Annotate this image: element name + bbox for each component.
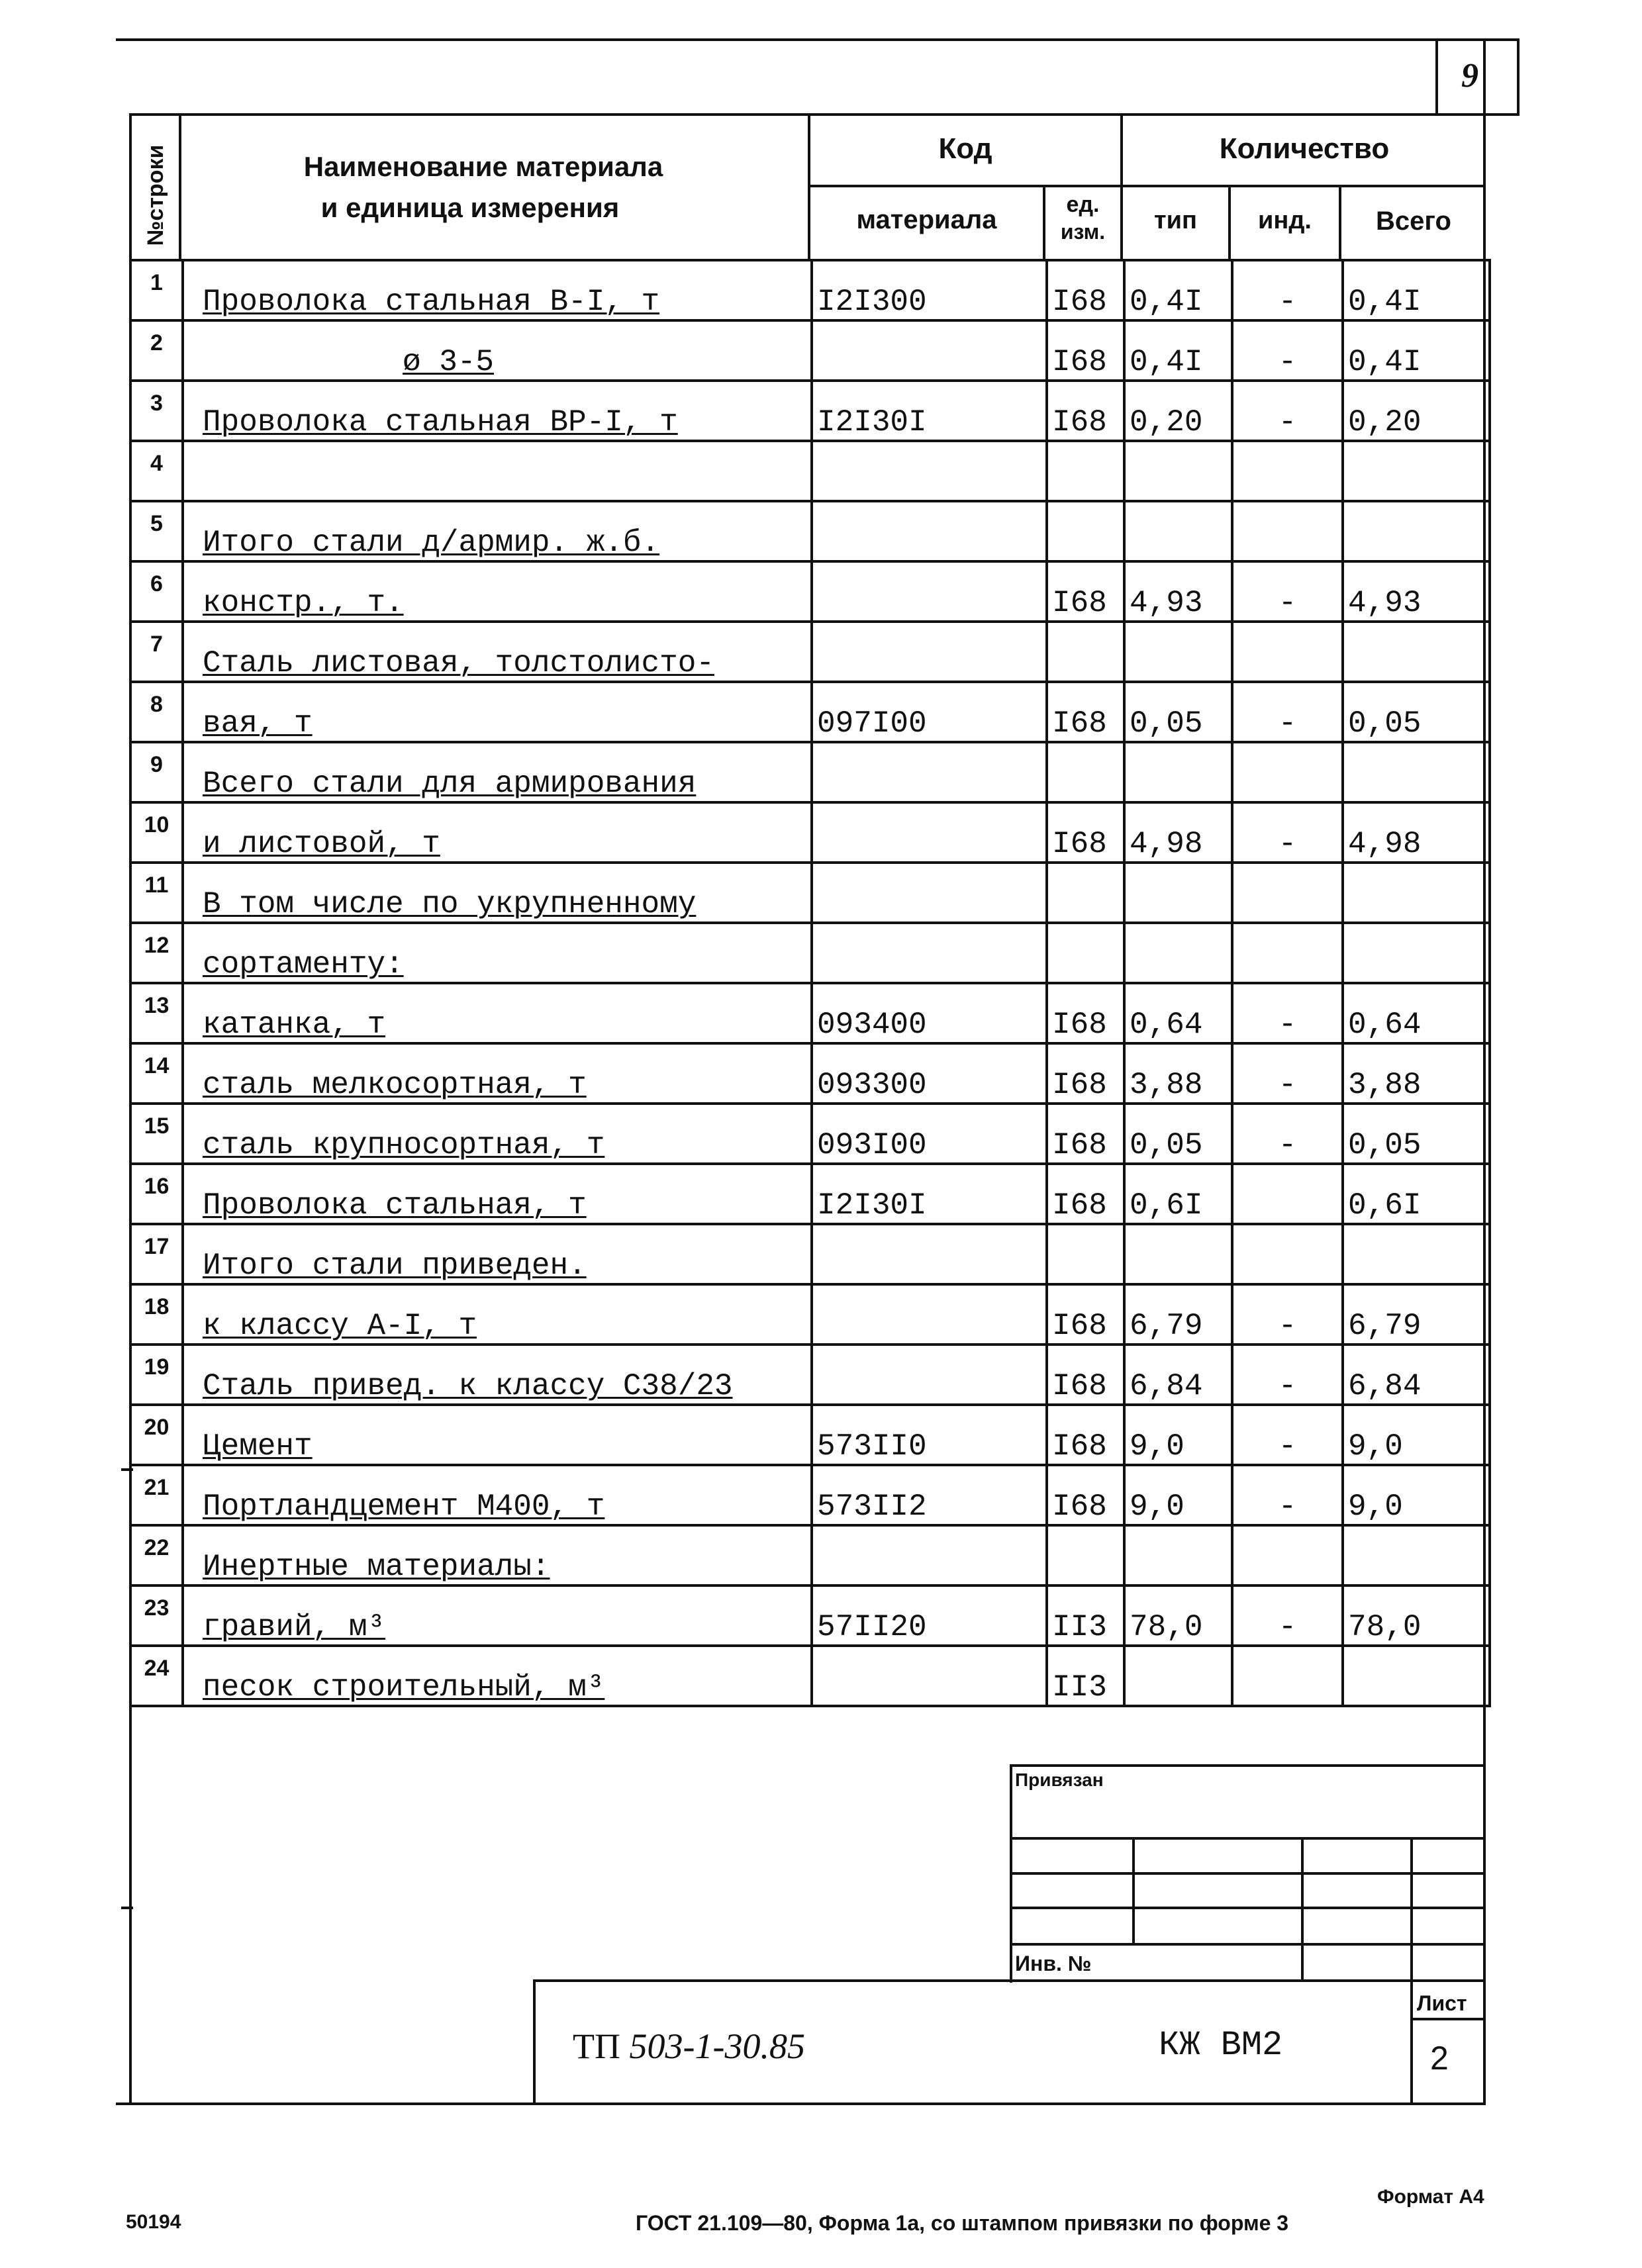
header-qty-ind: инд.: [1258, 207, 1312, 234]
page-number: 9: [1461, 57, 1478, 95]
qty-type: 0,64: [1124, 983, 1232, 1043]
material-code: [812, 1224, 1047, 1284]
material-name: Сталь привед. к классу С38/23: [183, 1345, 812, 1405]
table-body: [130, 260, 1490, 1706]
material-name: Проволока стальная ВР-I, т: [183, 381, 812, 441]
qty-type: 4,93: [1124, 561, 1232, 622]
header-qty-group: Количество: [1219, 132, 1390, 165]
unit-code: [1047, 742, 1124, 802]
qty-total: 0,4I: [1343, 320, 1490, 381]
unit-code: [1047, 1525, 1124, 1585]
header-qty-type: тип: [1154, 207, 1197, 234]
qty-total: [1343, 1224, 1490, 1284]
unit-code: I68: [1047, 983, 1124, 1043]
table-row: [130, 320, 1490, 381]
qty-total: 4,98: [1343, 802, 1490, 863]
qty-ind: -: [1232, 320, 1343, 381]
material-code: [812, 742, 1047, 802]
row-number: 19: [130, 1345, 183, 1405]
material-name: Сталь листовая, толстолисто-: [183, 622, 812, 682]
table-row: [130, 441, 1490, 501]
top-frame-line: [116, 38, 1520, 41]
qty-type: [1124, 863, 1232, 923]
row-number: 13: [130, 983, 183, 1043]
row-number: 15: [130, 1104, 183, 1164]
material-name: катанка, т: [183, 983, 812, 1043]
unit-code: I68: [1047, 320, 1124, 381]
row-number: 8: [130, 682, 183, 742]
qty-type: 0,4I: [1124, 320, 1232, 381]
qty-total: 9,0: [1343, 1465, 1490, 1525]
row-number: 17: [130, 1224, 183, 1284]
qty-total: 0,4I: [1343, 260, 1490, 320]
qty-type: [1124, 742, 1232, 802]
qty-ind: -: [1232, 802, 1343, 863]
qty-total: 0,05: [1343, 1104, 1490, 1164]
qty-ind: [1232, 622, 1343, 682]
material-code: [812, 1284, 1047, 1345]
qty-ind: -: [1232, 260, 1343, 320]
qty-total: [1343, 1525, 1490, 1585]
material-name: сталь крупносортная, т: [183, 1104, 812, 1164]
table-row: [130, 802, 1490, 863]
material-name: к классу А-I, т: [183, 1284, 812, 1345]
header-unit-line2: изм.: [1060, 220, 1106, 244]
material-code: [812, 863, 1047, 923]
material-code: [812, 1646, 1047, 1706]
material-code: 093400: [812, 983, 1047, 1043]
qty-ind: -: [1232, 1465, 1343, 1525]
unit-code: [1047, 441, 1124, 501]
table-row: [130, 863, 1490, 923]
table-row: [130, 561, 1490, 622]
archive-number: 50194: [126, 2211, 181, 2233]
material-code: 093I00: [812, 1104, 1047, 1164]
unit-code: I68: [1047, 1164, 1124, 1224]
qty-type: 0,6I: [1124, 1164, 1232, 1224]
qty-ind: -: [1232, 1585, 1343, 1646]
row-number: 4: [130, 441, 183, 501]
qty-ind: [1232, 863, 1343, 923]
material-code: I2I30I: [812, 381, 1047, 441]
table-row: [130, 622, 1490, 682]
table-row: [130, 742, 1490, 802]
qty-type: 78,0: [1124, 1585, 1232, 1646]
qty-ind: -: [1232, 1345, 1343, 1405]
unit-code: I68: [1047, 682, 1124, 742]
header-name-line2: и единица измерения: [320, 192, 620, 223]
qty-total: 4,93: [1343, 561, 1490, 622]
row-number: 11: [130, 863, 183, 923]
material-code: [812, 1345, 1047, 1405]
qty-total: 6,84: [1343, 1345, 1490, 1405]
qty-ind: [1232, 441, 1343, 501]
table-row: [130, 1164, 1490, 1224]
qty-type: 4,98: [1124, 802, 1232, 863]
unit-code: I68: [1047, 1043, 1124, 1104]
sheet-number: 2: [1430, 2040, 1449, 2077]
qty-ind: -: [1232, 1405, 1343, 1465]
qty-ind: -: [1232, 1043, 1343, 1104]
material-code: 573II0: [812, 1405, 1047, 1465]
material-code: I2I300: [812, 260, 1047, 320]
qty-total: 9,0: [1343, 1405, 1490, 1465]
qty-type: 6,79: [1124, 1284, 1232, 1345]
row-number: 21: [130, 1465, 183, 1525]
qty-type: [1124, 501, 1232, 561]
bound-label: Привязан: [1015, 1770, 1104, 1790]
material-name: Цемент: [183, 1405, 812, 1465]
table-row: [130, 682, 1490, 742]
material-code: [812, 802, 1047, 863]
qty-ind: -: [1232, 983, 1343, 1043]
row-number: 24: [130, 1646, 183, 1706]
qty-type: [1124, 1646, 1232, 1706]
qty-type: 9,0: [1124, 1405, 1232, 1465]
material-name: Итого стали приведен.: [183, 1224, 812, 1284]
row-number: 16: [130, 1164, 183, 1224]
qty-total: [1343, 441, 1490, 501]
material-name: [183, 441, 812, 501]
materials-table: [129, 259, 1491, 1707]
qty-ind: [1232, 923, 1343, 983]
material-code: [812, 441, 1047, 501]
row-number: 5: [130, 501, 183, 561]
material-code: [812, 622, 1047, 682]
qty-type: 9,0: [1124, 1465, 1232, 1525]
qty-total: 78,0: [1343, 1585, 1490, 1646]
qty-total: 0,64: [1343, 983, 1490, 1043]
unit-code: [1047, 501, 1124, 561]
qty-type: [1124, 1224, 1232, 1284]
unit-code: I68: [1047, 802, 1124, 863]
doc-code-number: 503-1-30.85: [629, 2026, 805, 2066]
qty-ind: [1232, 1646, 1343, 1706]
material-name: Итого стали д/армир. ж.б.: [183, 501, 812, 561]
table-row: [130, 501, 1490, 561]
table-row: [130, 1284, 1490, 1345]
row-number: 18: [130, 1284, 183, 1345]
unit-code: I68: [1047, 1104, 1124, 1164]
page-number-box-right: [1517, 38, 1520, 116]
qty-ind: -: [1232, 381, 1343, 441]
table-row: [130, 260, 1490, 320]
qty-total: [1343, 501, 1490, 561]
unit-code: I68: [1047, 1284, 1124, 1345]
material-name: песок строительный, м³: [183, 1646, 812, 1706]
doc-code-prefix: ТП: [573, 2026, 620, 2066]
table-row: [130, 1043, 1490, 1104]
table-row: [130, 1104, 1490, 1164]
unit-code: [1047, 1224, 1124, 1284]
material-name: Проволока стальная В-I, т: [183, 260, 812, 320]
header-unit-line1: ед.: [1066, 192, 1100, 217]
unit-code: [1047, 923, 1124, 983]
material-code: [812, 561, 1047, 622]
table-row: [130, 1525, 1490, 1585]
row-number: 2: [130, 320, 183, 381]
qty-total: 6,79: [1343, 1284, 1490, 1345]
qty-type: 6,84: [1124, 1345, 1232, 1405]
qty-type: [1124, 622, 1232, 682]
qty-ind: -: [1232, 561, 1343, 622]
material-name: констр., т.: [183, 561, 812, 622]
material-name: Всего стали для армирования: [183, 742, 812, 802]
page-number-box-left: [1435, 38, 1438, 116]
material-code: [812, 1525, 1047, 1585]
material-name: Портландцемент М400, т: [183, 1465, 812, 1525]
qty-type: [1124, 923, 1232, 983]
table-row: [130, 923, 1490, 983]
material-name: сортаменту:: [183, 923, 812, 983]
material-name: В том числе по укрупненному: [183, 863, 812, 923]
qty-type: [1124, 1525, 1232, 1585]
table-row: [130, 381, 1490, 441]
qty-ind: [1232, 501, 1343, 561]
unit-code: II3: [1047, 1646, 1124, 1706]
qty-type: 0,05: [1124, 1104, 1232, 1164]
bottom-frame-line: [116, 2103, 1486, 2105]
gost-note: ГОСТ 21.109—80, Форма 1а, со штампом привязки по форме 3: [636, 2211, 1289, 2235]
table-row: [130, 1585, 1490, 1646]
header-code-material: материала: [856, 205, 997, 234]
qty-total: 0,6I: [1343, 1164, 1490, 1224]
qty-ind: -: [1232, 1284, 1343, 1345]
margin-tick: [121, 1907, 133, 1909]
material-code: 573II2: [812, 1465, 1047, 1525]
qty-total: [1343, 1646, 1490, 1706]
material-name: ø 3-5: [183, 320, 812, 381]
sheet-label: Лист: [1417, 1991, 1467, 2015]
drawing-mark: КЖ ВМ2: [1159, 2026, 1283, 2065]
unit-code: II3: [1047, 1585, 1124, 1646]
header-row-number: №строки: [143, 144, 168, 246]
format-label: Формат А4: [1377, 2186, 1484, 2208]
qty-ind: -: [1232, 682, 1343, 742]
qty-type: 0,4I: [1124, 260, 1232, 320]
qty-total: [1343, 923, 1490, 983]
qty-type: 0,20: [1124, 381, 1232, 441]
material-code: 57II20: [812, 1585, 1047, 1646]
row-number: 23: [130, 1585, 183, 1646]
row-number: 12: [130, 923, 183, 983]
table-row: [130, 1224, 1490, 1284]
table-row: [130, 1646, 1490, 1706]
material-code: 093300: [812, 1043, 1047, 1104]
row-number: 20: [130, 1405, 183, 1465]
row-number: 1: [130, 260, 183, 320]
material-name: вая, т: [183, 682, 812, 742]
material-code: 097I00: [812, 682, 1047, 742]
material-code: [812, 923, 1047, 983]
unit-code: I68: [1047, 1345, 1124, 1405]
qty-type: 0,05: [1124, 682, 1232, 742]
inv-label: Инв. №: [1015, 1952, 1092, 1975]
unit-code: I68: [1047, 1405, 1124, 1465]
material-name: сталь мелкосортная, т: [183, 1043, 812, 1104]
table-row: [130, 1345, 1490, 1405]
material-code: I2I30I: [812, 1164, 1047, 1224]
header-code-group: Код: [938, 132, 992, 165]
material-name: Инертные материалы:: [183, 1525, 812, 1585]
table-row: [130, 983, 1490, 1043]
material-name: Проволока стальная, т: [183, 1164, 812, 1224]
qty-total: 3,88: [1343, 1043, 1490, 1104]
material-code: [812, 320, 1047, 381]
qty-type: [1124, 441, 1232, 501]
qty-ind: [1232, 1224, 1343, 1284]
material-name: гравий, м³: [183, 1585, 812, 1646]
unit-code: I68: [1047, 1465, 1124, 1525]
margin-tick: [121, 1468, 133, 1471]
unit-code: I68: [1047, 381, 1124, 441]
material-name: и листовой, т: [183, 802, 812, 863]
qty-total: [1343, 863, 1490, 923]
qty-total: [1343, 622, 1490, 682]
row-number: 14: [130, 1043, 183, 1104]
header-qty-total: Всего: [1376, 207, 1451, 236]
qty-total: [1343, 742, 1490, 802]
table-row: [130, 1465, 1490, 1525]
material-code: [812, 501, 1047, 561]
row-number: 7: [130, 622, 183, 682]
qty-ind: [1232, 1164, 1343, 1224]
unit-code: [1047, 863, 1124, 923]
unit-code: I68: [1047, 260, 1124, 320]
header-name-line1: Наименование материала: [303, 151, 663, 182]
qty-total: 0,20: [1343, 381, 1490, 441]
document-code: [573, 2026, 805, 2067]
qty-type: 3,88: [1124, 1043, 1232, 1104]
row-number: 3: [130, 381, 183, 441]
table-row: [130, 1405, 1490, 1465]
row-number: 22: [130, 1525, 183, 1585]
unit-code: I68: [1047, 561, 1124, 622]
row-number: 6: [130, 561, 183, 622]
row-number: 10: [130, 802, 183, 863]
qty-ind: [1232, 742, 1343, 802]
unit-code: [1047, 622, 1124, 682]
qty-ind: [1232, 1525, 1343, 1585]
qty-ind: -: [1232, 1104, 1343, 1164]
row-number: 9: [130, 742, 183, 802]
qty-total: 0,05: [1343, 682, 1490, 742]
